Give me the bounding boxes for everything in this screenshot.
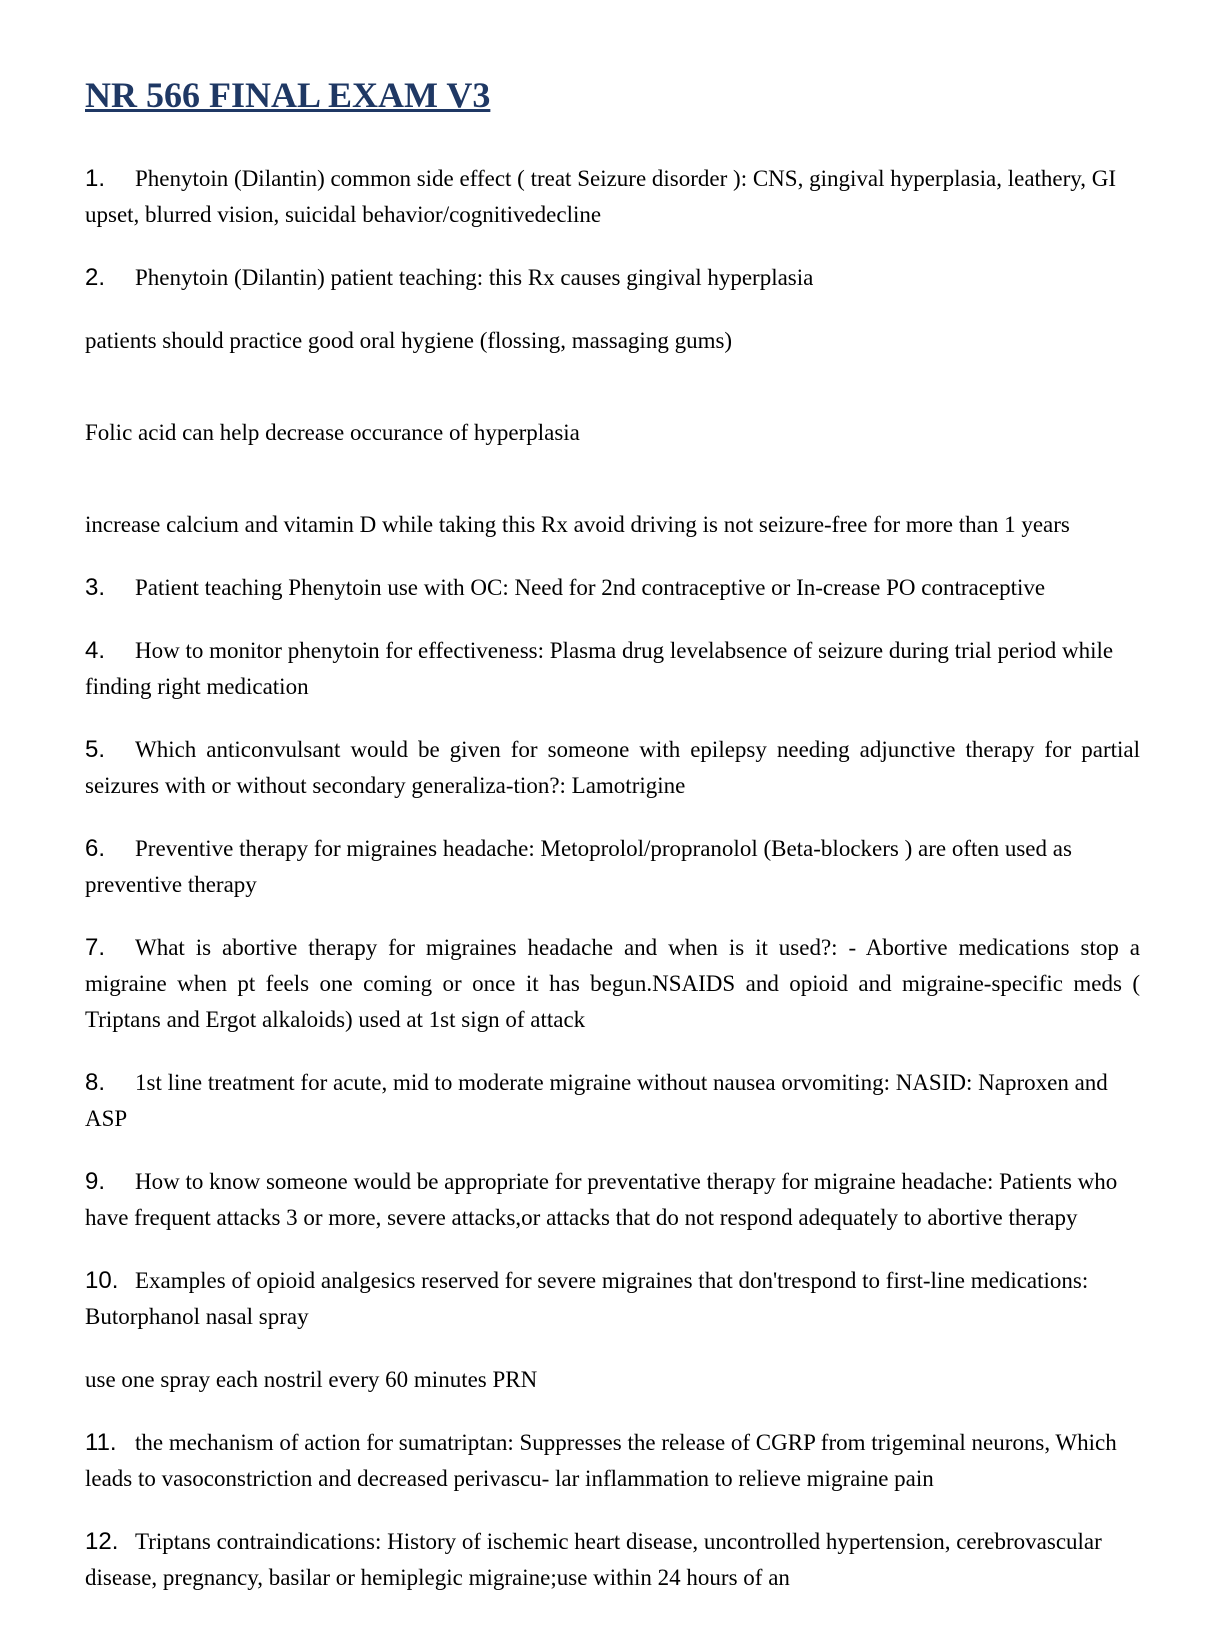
exam-item-12 — [85, 1524, 1140, 1596]
paragraph-folic-acid — [85, 415, 1140, 451]
item-number: 1. — [85, 165, 106, 193]
item-text: How to monitor phenytoin for effectiveness: Plasma drug levelabsence of seizure during trial period while finding right medication — [85, 638, 1114, 700]
exam-item-10 — [85, 1263, 1140, 1335]
item-number: 4. — [85, 637, 106, 665]
item-text: 1st line treatment for acute, mid to moderate migraine without nausea orvomiting: NASID: Naproxen and ASP — [85, 1070, 1108, 1132]
item-number: 3. — [85, 574, 106, 602]
item-number: 10. — [85, 1267, 119, 1295]
exam-item-8 — [85, 1065, 1140, 1137]
item-number: 6. — [85, 835, 106, 863]
item-number: 8. — [85, 1069, 106, 1097]
paragraph-text: use one spray each nostril every 60 minutes PRN — [85, 1367, 538, 1393]
exam-item-11 — [85, 1425, 1140, 1497]
exam-item-5 — [85, 732, 1140, 804]
item-text: Triptans contraindications: History of ischemic heart disease, uncontrolled hypertension, cerebrovascular disease, pregnancy, basilar or hemiplegic migraine;use within 24 hours of an — [85, 1529, 1102, 1591]
item-number: 2. — [85, 264, 106, 292]
exam-item-4 — [85, 633, 1140, 705]
page-title: NR 566 FINAL EXAM V3 — [85, 75, 491, 115]
paragraph-text: increase calcium and vitamin D while taking this Rx avoid driving is not seizure-free for more than 1 years — [85, 512, 1070, 538]
item-number: 7. — [85, 934, 106, 962]
item-text: How to know someone would be appropriate for preventative therapy for migraine headache: Patients who have frequent attacks 3 or more, severe attacks,or attacks that do not respond adequately to abortive therapy — [85, 1169, 1118, 1231]
item-number: 5. — [85, 736, 106, 764]
item-number: 11. — [85, 1429, 117, 1457]
paragraph-nasal-spray-dosing — [85, 1362, 1140, 1398]
item-text: Which anticonvulsant would be given for someone with epilepsy needing adjunctive therapy for partial seizures with or without secondary generaliza-tion?: Lamotrigine — [85, 737, 1140, 799]
paragraph-calcium-vitamin-d — [85, 507, 1140, 543]
item-text: Preventive therapy for migraines headache: Metoprolol/propranolol (Beta-blockers ) are often used as preventive therapy — [85, 836, 1072, 898]
item-number: 12. — [85, 1528, 119, 1556]
exam-item-1 — [85, 161, 1140, 233]
item-text: Phenytoin (Dilantin) patient teaching: this Rx causes gingival hyperplasia — [135, 265, 814, 291]
paragraph-oral-hygiene — [85, 323, 1140, 359]
exam-item-3 — [85, 570, 1140, 606]
item-text: Phenytoin (Dilantin) common side effect ( treat Seizure disorder ): CNS, gingival hyperplasia, leathery, GI upset, blurred vision, suicidal behavior/cognitivedecline — [85, 166, 1117, 228]
item-text: What is abortive therapy for migraines headache and when is it used?: - Abortive medications stop a migraine when pt feels one coming or once it has begun.NSAIDS and opioid and migraine-specific meds ( Triptans and Ergot alkaloids) used at 1st sign of attack — [85, 935, 1140, 1033]
exam-item-9 — [85, 1164, 1140, 1236]
item-number: 9. — [85, 1168, 106, 1196]
exam-item-7 — [85, 930, 1140, 1038]
paragraph-text: Folic acid can help decrease occurance of hyperplasia — [85, 420, 580, 446]
exam-item-6 — [85, 831, 1140, 903]
exam-item-2 — [85, 260, 1140, 296]
item-text: Patient teaching Phenytoin use with OC: Need for 2nd contraceptive or In-crease PO contraceptive — [135, 575, 1046, 601]
paragraph-text: patients should practice good oral hygiene (flossing, massaging gums) — [85, 328, 733, 354]
item-text: Examples of opioid analgesics reserved for severe migraines that don'trespond to first-line medications: Butorphanol nasal spray — [85, 1268, 1089, 1330]
item-text: the mechanism of action for sumatriptan: Suppresses the release of CGRP from trigeminal neurons, Which leads to vasoconstriction and decreased perivascu- lar inflammation to relieve migraine pain — [85, 1430, 1117, 1492]
